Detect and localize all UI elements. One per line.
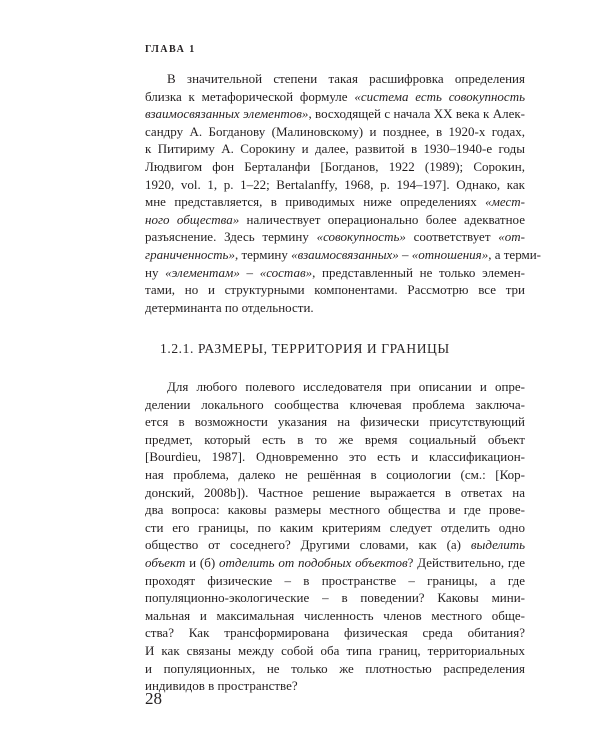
text-line — [145, 572, 525, 590]
text-line — [145, 431, 525, 449]
text-run: Людвигом фон Берталанфи [Богданов, 1922 (1989); Сорокин, — [145, 158, 525, 174]
text-run: – — [239, 264, 260, 280]
text-line — [145, 123, 525, 141]
text-line — [145, 519, 525, 537]
text-run: , а терми- — [488, 246, 542, 262]
text-run: проходят физические – в пространстве – границы, а где — [145, 572, 525, 588]
running-head: ГЛАВА 1 — [145, 44, 196, 55]
italic-term: выделить — [470, 537, 525, 553]
text-run: В значительной степени такая расшифровка определения — [167, 71, 525, 86]
text-run: донский, 2008b]). Частное решение выражается в ответах на — [145, 484, 525, 500]
text-run: делении локального сообщества ключевая проблема заключа- — [145, 396, 525, 412]
text-line — [145, 228, 525, 246]
text-run: И как связаны между собой оба типа границ, территориальных — [145, 642, 525, 658]
text-run: сандру А. Богданову (Малиновскому) и позднее, в 1920-х годах, — [145, 123, 525, 139]
text-line — [145, 501, 525, 519]
page-number: 28 — [145, 689, 162, 708]
italic-term: ного общества» — [145, 211, 240, 227]
text-run: детерминанта по отдельности. — [145, 299, 314, 315]
text-line — [145, 299, 525, 317]
text-run: ется в возможности указания на физически присутствующий — [145, 414, 525, 430]
text-run: и (б) — [185, 554, 220, 570]
italic-term: «взаимосвязанных» — [291, 246, 399, 262]
text-line — [145, 246, 542, 264]
italic-term: «совокупность» — [316, 229, 406, 245]
text-line — [145, 677, 525, 695]
text-line — [145, 466, 525, 484]
text-line — [145, 105, 525, 123]
text-line — [145, 484, 525, 502]
text-run: сти его границы, по каким критериям следует отделить одно — [145, 519, 525, 535]
text-run: популяционно-экологические – в поведении? Каковы мини- — [145, 590, 525, 606]
text-line — [145, 396, 525, 414]
text-line — [145, 281, 525, 299]
text-line — [145, 158, 525, 176]
text-line — [145, 193, 525, 211]
text-line — [145, 589, 525, 607]
text-line — [145, 211, 525, 229]
text-run: ? Действительно, где — [407, 554, 525, 570]
text-run: ну — [145, 264, 166, 280]
section-heading: 1.2.1. РАЗМЕРЫ, ТЕРРИТОРИЯ И ГРАНИЦЫ — [160, 341, 450, 356]
text-run: наличествует операционально более адекватное — [239, 211, 525, 227]
text-line — [145, 624, 525, 642]
text-run: к Питириму А. Сорокину и далее, развитой в 1930–1940-е годы — [145, 141, 525, 157]
italic-term: «элементам» — [165, 264, 240, 280]
text-run: , термину — [234, 246, 292, 262]
italic-term: отделить от подобных объектов — [219, 554, 408, 570]
text-run: соответствует — [405, 229, 499, 245]
italic-term: объект — [145, 554, 186, 570]
text-line — [145, 140, 525, 158]
text-line — [145, 554, 525, 572]
text-run: два вопроса: каковы размеры местного общества и где прове- — [145, 502, 525, 518]
text-line — [145, 264, 525, 282]
text-run: [Bourdieu, 1987]. Одновременно это есть и классификацион- — [145, 449, 525, 465]
italic-term: граниченность» — [145, 246, 235, 262]
text-line — [145, 660, 525, 678]
italic-term: «состав» — [259, 264, 313, 280]
italic-term: «от- — [498, 229, 525, 245]
text-run: разъяснение. Здесь термину — [145, 229, 317, 245]
text-run: индивидов в пространстве? — [145, 678, 298, 694]
paragraph-intro — [145, 70, 542, 316]
paragraph-section-lines — [145, 378, 525, 695]
text-line — [145, 607, 525, 625]
text-run: мальная и максимальная численность членов местного обще- — [145, 607, 525, 623]
text-run: Для любого полевого исследователя при описании и опре- — [167, 379, 525, 394]
paragraph-intro-lines — [145, 70, 542, 316]
text-line — [145, 448, 525, 466]
text-line — [145, 536, 525, 554]
text-run: ная проблема, далеко не решённая в социологии (см.: [Кор- — [145, 466, 525, 482]
paragraph-section — [145, 378, 525, 695]
italic-term: «мест- — [485, 194, 525, 210]
text-run: тами, но и структурными компонентами. Рассмотрю все три — [145, 282, 525, 298]
text-run: 1920, vol. 1, p. 1–22; Bertalanffy, 1968, p. 194–197]. Однако, как — [145, 176, 525, 192]
text-run: близка к метафорической формуле — [145, 88, 355, 104]
text-run: ства? Как трансформирована физическая среда обитания? — [145, 625, 525, 641]
text-line — [145, 378, 525, 396]
text-run: общество от соседнего? Другими словами, как (а) — [145, 537, 471, 553]
text-line — [145, 642, 525, 660]
text-run: , восходящей с начала XX века к Алек- — [308, 106, 525, 122]
italic-term: «отношения» — [411, 246, 489, 262]
text-line — [145, 70, 525, 88]
text-run: , представленный не только элемен- — [312, 264, 525, 280]
text-run: и популяционных, не только же плотностью распределения — [145, 660, 525, 676]
text-line — [145, 176, 525, 194]
text-line — [145, 413, 525, 431]
italic-term: «система есть совокупность — [354, 88, 525, 104]
text-run: мне представляется, в приводимых ниже определениях — [145, 194, 486, 210]
italic-term: взаимосвязанных элементов» — [145, 106, 309, 122]
text-line — [145, 88, 525, 106]
text-run: предмет, который есть в то же время социальный объект — [145, 431, 525, 447]
text-run: – — [398, 246, 412, 262]
